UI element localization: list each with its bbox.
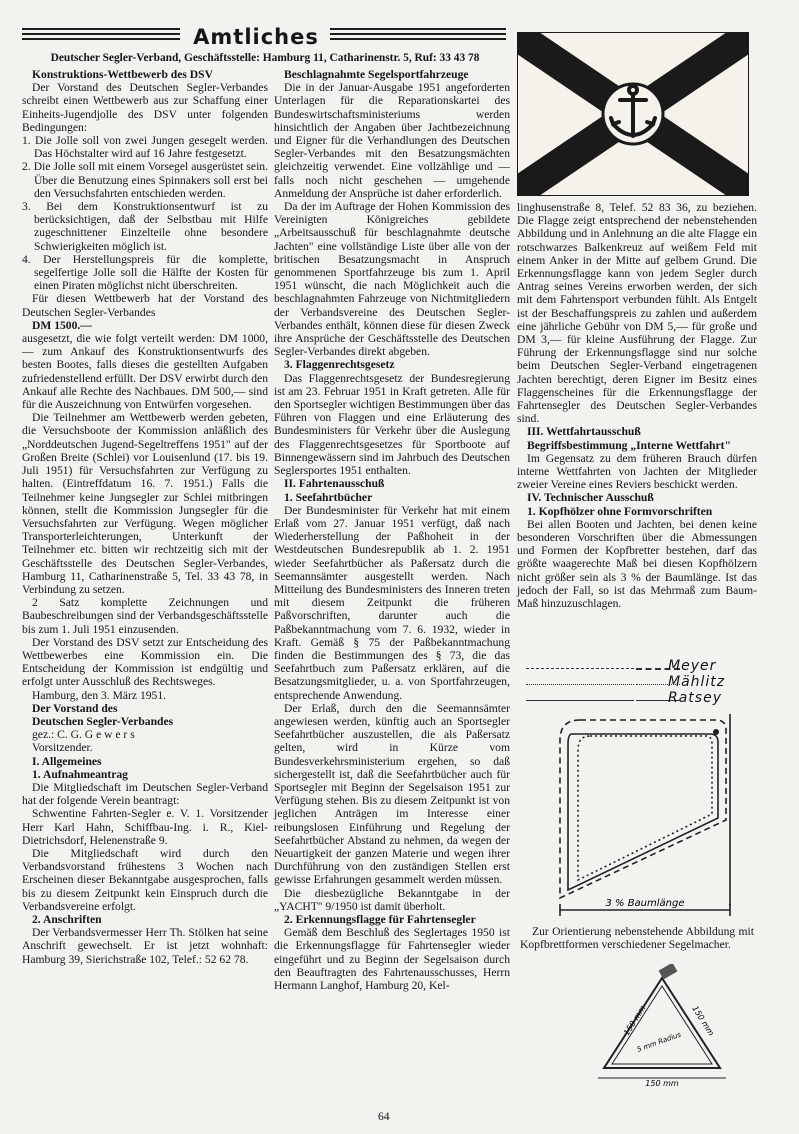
paragraph: Bei allen Booten und Jachten, bei denen keine besonderen Vorschriften über die Abmessungen und Formen der Kopfbretter bestehen, darf das größte waagerechte Maß bei diesen Kopfhölzern nicht größer sein als 3 % der Baumlänge. Ist das jedoch der Fall, so ist das Mehrmaß zum Baum-Maß hinzuzuschlagen.: [517, 517, 757, 611]
paragraph: 2 Satz komplette Zeichnungen und Baubeschreibungen sind der Verbandsgeschäftsstelle bis zum 1. Juli 1951 einzusenden.: [22, 596, 268, 636]
section-heading: IV. Technischer Ausschuß: [527, 491, 654, 505]
sailmaker-legend: [520, 660, 760, 710]
paragraph: Gemäß dem Beschluß des Seglertages 1950 ist die Erkennungsflagge für Fahrtensegler wieder eingeführt und zu Beginn der Segelsaison durch den Beauftragten des Fahrtenausschusses, Herrn Hermann Langhof, Hamburg 20, Kel-: [274, 926, 510, 993]
yachting-flag-image: [517, 32, 749, 196]
signature-line: gez.: C. G. G e w e r s: [32, 728, 135, 742]
prize-amount: DM 1500.—: [32, 318, 92, 332]
paragraph: Der Vorstand des Deutschen Segler-Verbandes schreibt einen Wettbewerb aus zur Schaffung einer Einheits-Jugendjolle des DSV unter folgenden Bedingungen:: [22, 81, 268, 134]
section-heading: III. Wettfahrtausschuß: [527, 425, 641, 439]
paragraph: Die in der Januar-Ausgabe 1951 angeforderten Unterlagen für die Reparationskartei des Bundeswirtschaftsministeriums werden hinsichtlich der Angaben über Jachtbezeichnung und Eigner für die Verhandlungen des Deutschen Segler-Verbandes mit den Besatzungsmächten gleichzeitig verwendet. Eine vollzählige und — falls noch nicht geschehen — umgehende Anmeldung der Ansprüche ist daher erforderlich.: [274, 81, 510, 200]
paragraph: Für diesen Wettbewerb hat der Vorstand des Deutschen Segler-Verbandes: [22, 292, 268, 319]
legend-label: Ratsey: [668, 690, 722, 706]
dimension-label: 150 mm: [645, 1079, 679, 1086]
paragraph: Das Flaggenrechtsgesetz der Bundesregierung ist am 23. Februar 1951 in Kraft getreten. Alle für den Sportsegler wichtigen Bestimmungen über das Führen von Flaggen und eine Erläuterung des Bundesministers für Verkehr über die Auslegung des Flaggenrechtsgesetzes für Sportboote auf Binnengewässern sind im Jahrbuch des Deutschen Seglersportes 1951 enthalten.: [274, 371, 511, 478]
legend-row: [520, 676, 760, 692]
paragraph: Die Teilnehmer am Wettbewerb werden gebeten, die Versuchsboote der Kommission anläßlich des „Norddeutschen Jugend-Segeltreffens 1951" auf der Großen Breite (Schlei) vor Louisenlund (17. bis 19. Juli 1951) für Versuchsfahrten zur Verfügung zu halten. (Eintreffdatum 16. 7. 1951.) Falls die Teilnehmer keine Jungsegler zur Schlei mitbringen können, stellt die Kommission Jungsegler für die Versuchsfahrten zur Verfügung. Wegen möglicher Transporterleichterungen, Unterkunft der Teilnehmer etc. bitten wir rechtzeitig sich mit der Geschäftsstelle des Deutschen Segler-Verbandes, Hamburg 11, Catharinenstraße 5, Tel. 33 43 78, in Verbindung zu setzen.: [22, 411, 268, 596]
paragraph: Schwentine Fahrten-Segler e. V. 1. Vorsitzender Herr Karl Hahn, Schiffbau-Ing. i. R., Kiel-Dietrichsdorf, Helenenstraße 9.: [22, 807, 268, 847]
paragraph: Der Verbandsvermesser Herr Th. Stölken hat seine Anschrift gewechselt. Er ist jetzt wohnhaft: Hamburg 39, Sierichstraße 102, Telef.: 52 62 78.: [22, 926, 268, 966]
subsection-heading: 3. Flaggenrechtsgesetz: [284, 358, 395, 372]
dimension-label: 3 % Baumlänge: [605, 898, 685, 909]
list-item: 2. Die Jolle soll mit einem Vorsegel ausgerüstet sein. Über die Benutzung eines Spinnakers soll erst bei den Versuchsfahrten entschieden werden.: [22, 160, 268, 200]
paragraph: Im Gegensatz zu dem früheren Brauch dürfen interne Wettfahrten von Jachten der Mitglieder zweier Vereine eines Reviers beschickt werden.: [517, 451, 757, 492]
paragraph: Der Bundesminister für Verkehr hat mit einem Erlaß vom 27. Januar 1951 verfügt, daß nach Wiederherstellung der Paßhoheit in der Westdeutschen Bundesrepublik ab 1. 2. 1951 wieder Seefahrtbücher als Paßersatz durch die Seemannsämter ausgestellt werden. Nach Mitteilung des Bundesministers des Inneren treten mit diesem Zeitpunkt die früheren Paßvorschriften, darunter auch die Paßbekanntmachung vom 7. 6. 1932, wieder in Kraft. Gemäß § 75 der Paßbekanntmachung finden die Bestimmungen des § 73, die das Seefahrtbuch zum Paßersatz erklären, auf die Besatzungsmitglieder, u. a. von Sportfahrzeugen, entsprechende Anwendung.: [274, 503, 510, 702]
section-heading: Beschlagnahmte Segelsportfahrzeuge: [284, 68, 469, 81]
section-heading: Konstruktions-Wettbewerb des DSV: [32, 68, 213, 81]
header-rule-left: [22, 28, 180, 43]
paragraph: Der Erlaß, durch den die Seemannsämter angewiesen werden, künftig auch an Sportsegler Seefahrtbücher auszustellen, die als Paßersatz gelten, wird in Kürze vom Bundesverkehrsministerium ergehen, so daß sichergestellt ist, daß die Seefahrtbücher auch für Sportsegler mit Beginn der Segelsaison 1951 zur Verfügung stehen. Bis zu diesem Zeitpunkt ist von jeglichen Anträgen im Interesse einer reibungslosen Einführung und Regelung der Seefahrtbücher Abstand zu nehmen, da wegen der Neuartigkeit der ganzen Materie und wegen ihrer Durchführung von den zuständigen Stellen erst gewisse Erfahrungen gesammelt werden müssen.: [274, 701, 510, 887]
subsection-heading: 2. Anschriften: [32, 913, 102, 926]
headboard-shapes-diagram: [520, 710, 760, 924]
subsection-heading: 1. Seefahrtbücher: [284, 490, 373, 504]
page-number: 64: [378, 1110, 390, 1123]
legend-row: [520, 692, 760, 708]
place-date: Hamburg, den 3. März 1951.: [32, 688, 167, 702]
paragraph: ausgesetzt, die wie folgt verteilt werden: DM 1000,— zum Ankauf des Konstruktionsentwurfs des besten Bootes, falls dieses die gestellten Aufgaben zufriedenstellend erfüllt. Der DSV erwirbt durch den Ankauf alle Rechte des Nachbaues. DM 500,— sind für die Auszeichnung von Entwürfen vorgesehen.: [22, 332, 268, 412]
dimension-label: 150 mm: [690, 1004, 716, 1038]
figure-caption: Zur Orientierung nebenstehende Abbildung mit Kopfbrettformen verschiedener Segelmacher.: [520, 925, 754, 952]
legend-label: Mählitz: [668, 674, 726, 690]
list-item: 1. Die Jolle soll von zwei Jungen gesegelt werden. Das Höchstalter wird auf 16 Jahre festgesetzt.: [22, 134, 268, 161]
conditions-list: [22, 134, 268, 292]
paragraph: Da der im Auftrage der Hohen Kommission des Vereinigten Königreiches gebildete „Arbeitsausschuß für beschlagnahmte deutsche Jachten" eine vollständige Liste über alle von der britischen Besatzungsmacht in Anspruch genommenen Sportfahrzeuge bis zum 1. April 1951 wünscht, die nach Möglichkeit auch die beschlagnahmten Fahrzeuge von Nichtmitgliedern der Verbandsvereine des Deutschen Segler-Verbandes enthält, können diese für diesen Zweck ihre Ansprüche der Geschäftsstelle des Deutschen Segler-Verbandes direkt abgeben.: [274, 200, 510, 359]
header-rule-right: [330, 28, 506, 43]
paragraph: Die Mitgliedschaft wird durch den Verbandsvorstand frühestens 3 Wochen nach Erscheinen dieser Bekanntgabe ausgesprochen, falls bis zu diesem Zeitpunkt kein Einspruch durch die Verbandsvereine erfolgt.: [22, 846, 268, 913]
paragraph: linghusenstraße 8, Telef. 52 83 36, zu beziehen. Die Flagge zeigt entsprechend der nebenstehenden Abbildung und in Anlehnung an die alte Flagge ein rotschwarzes Balkenkreuz auf weißem Feld mit einem Anker in der Mitte auf gelbem Grund. Die Erkennungsflagge kann von jedem Segler durch Antrag seines Vereins erworben werden, der sich mit dem Fahrtensport verbunden fühlt. Als Entgelt ist der Beschaffungspreis zu zahlen und außerdem eine jährliche Gebühr von DM 5,— für große und DM 3,— für kleine Ausführung der Flagge. Zur Führung der Erkennungsflagge sind nur solche beim Deutschen Segler-Verband eingetragenen Jachten berechtigt, deren Eigner im Besitz eines Flaggenscheines für die Erkennungsflagge der Fahrtensegler des Deutschen Segler-Verbandes sind.: [517, 201, 757, 426]
page-subtitle: Deutscher Segler-Verband, Geschäftsstelle: Hamburg 11, Catharinenstr. 5, Ruf: 33 43 78: [50, 52, 480, 64]
signature-line: Vorsitzender.: [32, 741, 93, 755]
list-item: 3. Bei dem Konstruktionsentwurf ist zu berücksichtigen, daß der Selbstbau mit Hilfe zugeschnittener Einzelteile ohne besondere Schwierigkeiten möglich ist.: [22, 200, 268, 253]
column-3: [517, 201, 757, 610]
subsection-heading: Begriffsbestimmung „Interne Wettfahrt": [527, 438, 731, 452]
paragraph: Die diesbezügliche Bekanntgabe in der „YACHT" 9/1950 ist damit überholt.: [274, 886, 510, 913]
paragraph: Die Mitgliedschaft im Deutschen Segler-Verband hat der folgende Verein beantragt:: [22, 780, 268, 808]
list-item: 4. Der Herstellungspreis für die komplette, segelfertige Jolle soll die Hälfte der Kosten für einen Piraten möglichst nicht überschreiten.: [22, 252, 268, 293]
subsection-heading: 1. Aufnahmeantrag: [32, 767, 128, 781]
subsection-heading: 1. Kopfhölzer ohne Formvorschriften: [527, 504, 713, 518]
paragraph: Der Vorstand des DSV setzt zur Entscheidung des Wettbewerbes eine Kommission ein. Die Entscheidung der Kommission ist endgültig und erfolgt unter Ausschluß des Rechtsweges.: [22, 635, 268, 689]
dimension-label: 150 mm: [622, 1003, 648, 1038]
triangle-headboard-diagram: [592, 964, 732, 1086]
subsection-heading: 2. Erkennungsflagge für Fahrtensegler: [284, 913, 476, 926]
column-1: [22, 68, 268, 966]
signature-line: Der Vorstand des: [32, 701, 118, 715]
legend-label: Meyer: [668, 658, 717, 674]
section-heading: I. Allgemeines: [32, 754, 102, 768]
page-title: Amtliches: [193, 25, 319, 49]
dimension-label: 5 mm Radius: [635, 1030, 683, 1054]
section-heading: II. Fahrtenausschuß: [284, 477, 385, 491]
signature-line: Deutschen Segler-Verbandes: [32, 714, 174, 728]
column-2: [274, 68, 510, 992]
